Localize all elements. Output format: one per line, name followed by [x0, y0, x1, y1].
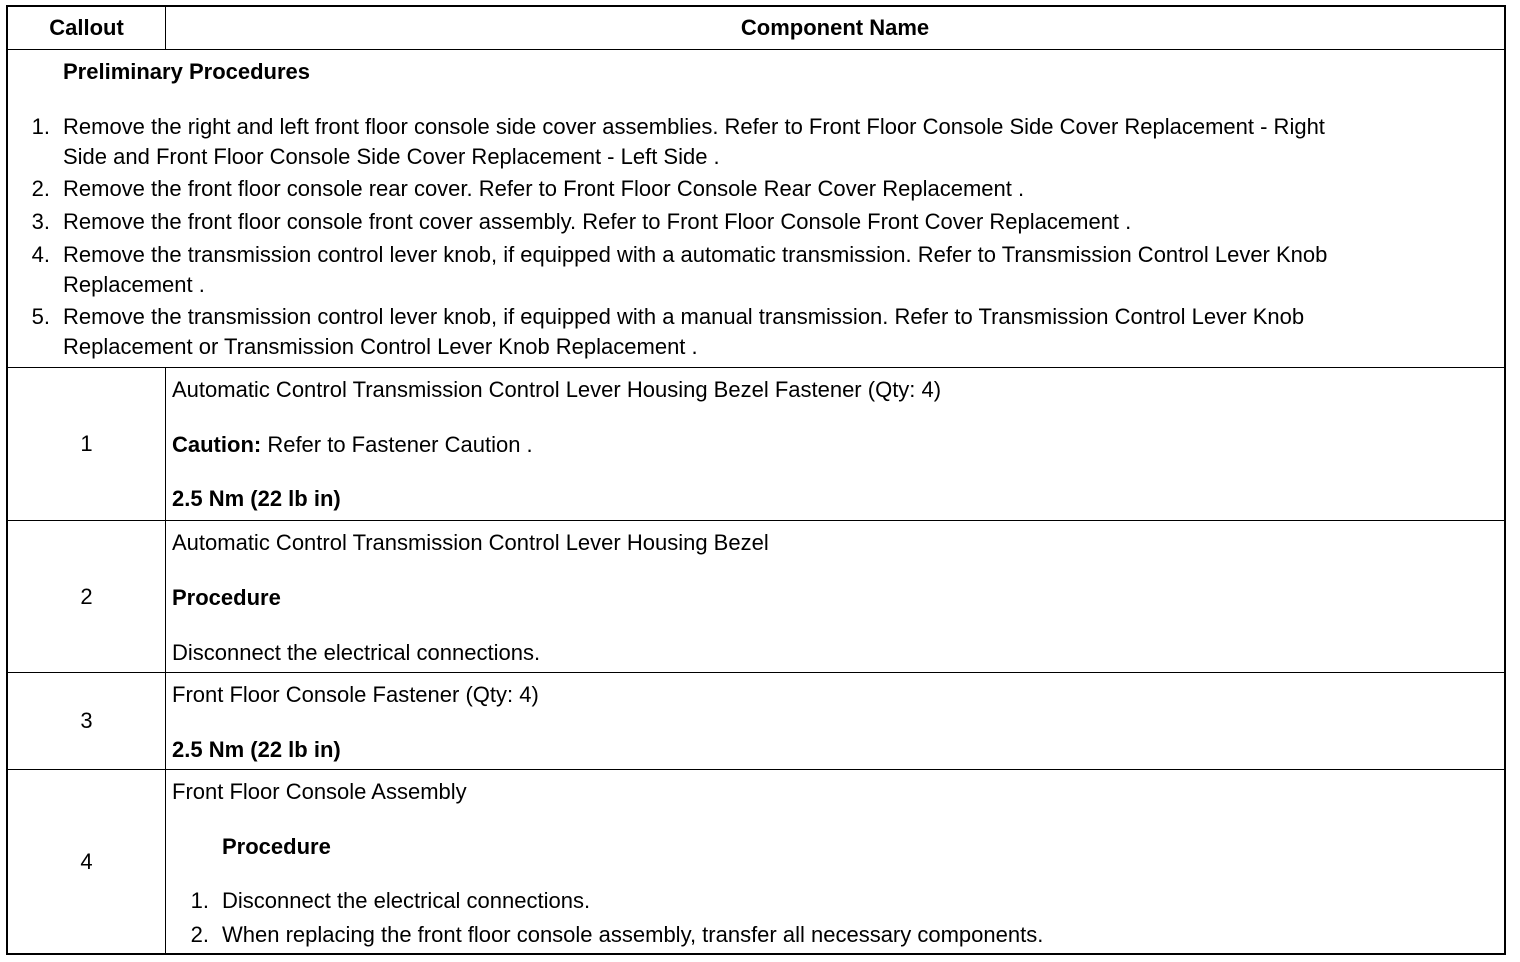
torque-spec: 2.5 Nm (22 lb in): [172, 737, 341, 762]
component-cell: [172, 368, 1500, 520]
caution-line: [172, 431, 533, 459]
callout-number: 4: [80, 848, 93, 874]
table-row: [8, 672, 1504, 769]
step-number: 1.: [190, 888, 209, 913]
component-name: Automatic Control Transmission Control Lever Housing Bezel Fastener (Qty: 4): [172, 377, 942, 402]
component-cell: [172, 673, 1500, 769]
callout-header: Callout: [49, 15, 124, 40]
step-text: Remove the transmission control lever knob, if equipped with a automatic transmission. Refer to Transmission Control Lever Knob: [63, 242, 1328, 267]
step-text: Replacement or Transmission Control Lever Knob Replacement .: [63, 334, 698, 359]
column-divider: [165, 521, 166, 672]
step-number: 2.: [31, 176, 50, 201]
callout-number: 2: [80, 583, 93, 609]
column-divider: [165, 770, 166, 953]
component-cell: [172, 770, 1500, 953]
step-number: 3.: [31, 209, 50, 234]
component-name: Front Floor Console Fastener (Qty: 4): [172, 682, 539, 707]
preliminary-procedures-row: [8, 49, 1504, 367]
step-number: 5.: [31, 304, 50, 329]
step-text: Remove the right and left front floor console side cover assemblies. Refer to Front Floor Console Side Cover Replacement - Right: [63, 114, 1325, 139]
step-text: Remove the front floor console front cover assembly. Refer to Front Floor Console Front Cover Replacement .: [63, 209, 1132, 234]
callout-number: 3: [80, 708, 93, 733]
component-name: Front Floor Console Assembly: [172, 779, 467, 804]
caution-label: Caution:: [172, 432, 262, 457]
torque-spec: 2.5 Nm (22 lb in): [172, 486, 341, 511]
step-text: Side and Front Floor Console Side Cover Replacement - Left Side .: [63, 144, 720, 169]
preliminary-title: Preliminary Procedures: [63, 59, 311, 84]
component-table: [6, 5, 1506, 955]
step-number: 4.: [31, 242, 50, 267]
callout-number: 1: [80, 431, 93, 456]
step-number: 2.: [190, 922, 209, 947]
procedure-label: Procedure: [172, 585, 281, 610]
step-text: Remove the transmission control lever knob, if equipped with a manual transmission. Refer to Transmission Control Lever Knob: [63, 304, 1305, 329]
step-text: Replacement .: [63, 272, 205, 297]
procedure-label: Procedure: [222, 834, 331, 859]
component-name: Automatic Control Transmission Control Lever Housing Bezel: [172, 530, 769, 555]
table-row: [8, 520, 1504, 672]
caution-text: Refer to Fastener Caution .: [261, 432, 533, 457]
column-divider: [165, 673, 166, 769]
component-name-header: Component Name: [740, 15, 930, 40]
step-number: 1.: [31, 114, 50, 139]
step-text: When replacing the front floor console assembly, transfer all necessary components.: [222, 922, 1044, 947]
header-row: [8, 7, 1504, 49]
component-cell: [172, 521, 1500, 672]
procedure-text: Disconnect the electrical connections.: [172, 640, 541, 665]
table-row: [8, 769, 1504, 953]
step-text: Remove the front floor console rear cover. Refer to Front Floor Console Rear Cover Replacement .: [63, 176, 1025, 201]
table-row: [8, 367, 1504, 520]
step-text: Disconnect the electrical connections.: [222, 888, 591, 913]
column-divider: [165, 368, 166, 520]
